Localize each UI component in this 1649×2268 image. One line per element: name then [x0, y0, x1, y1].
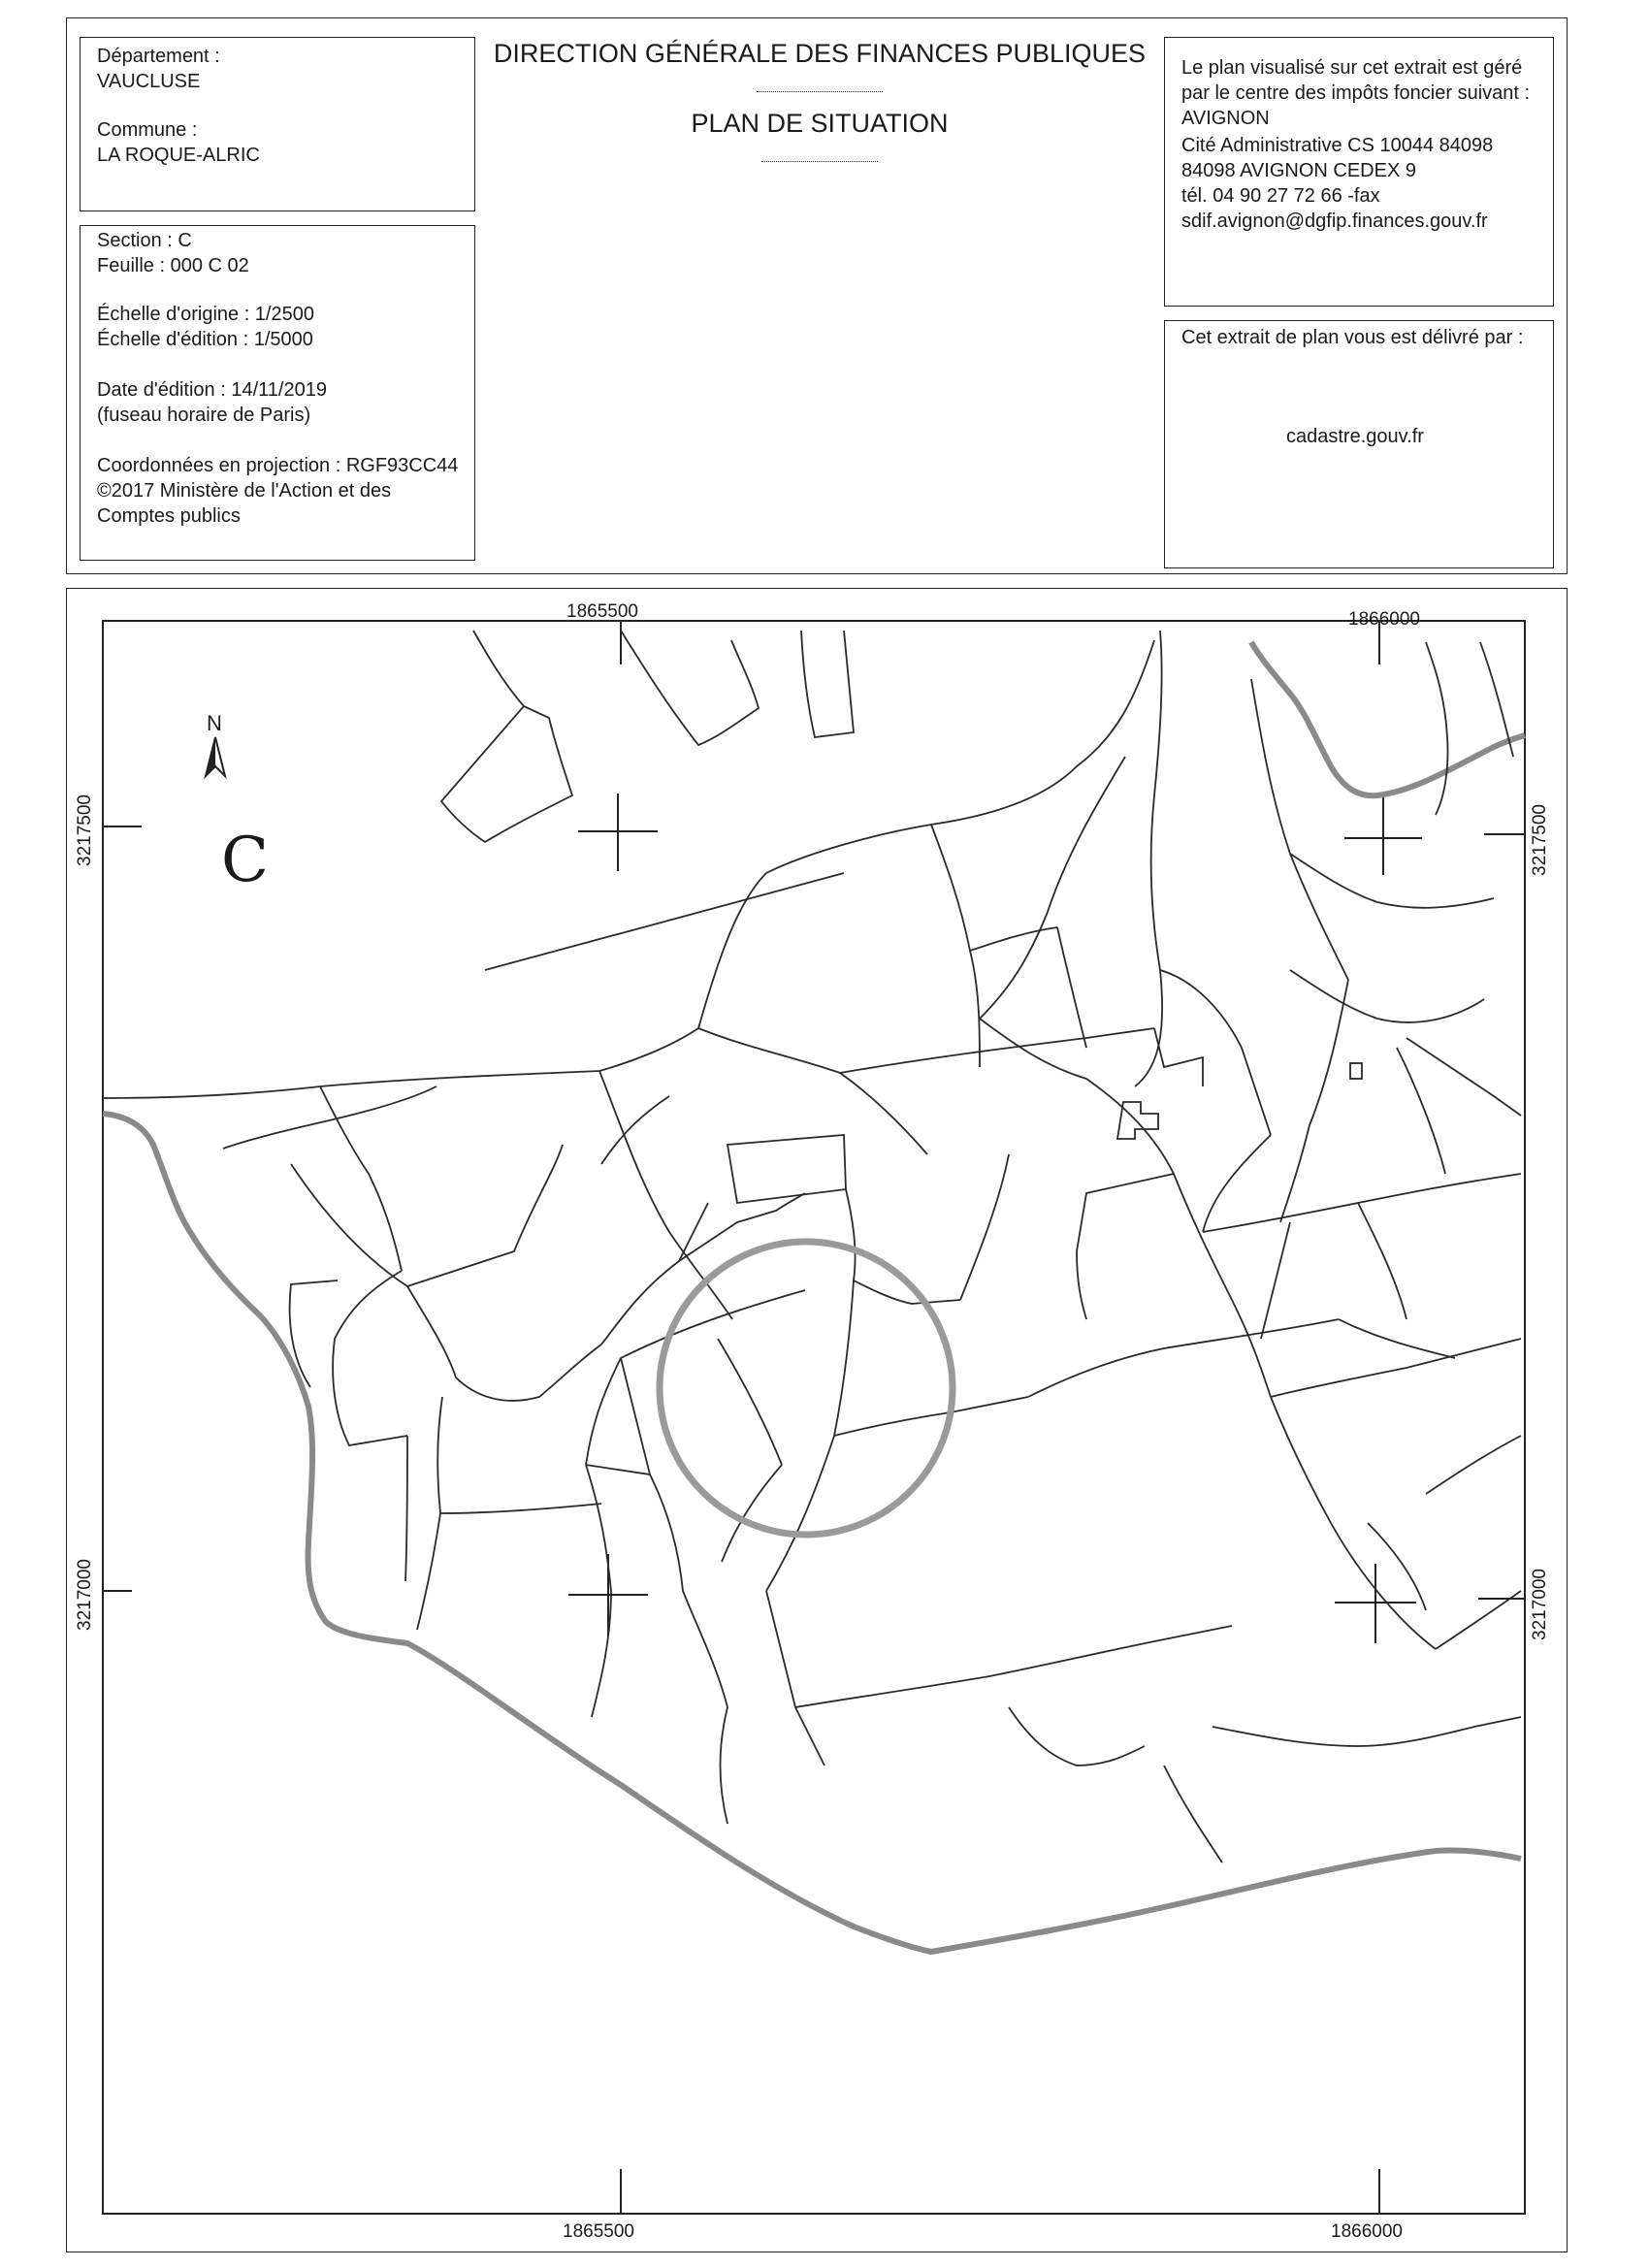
coord-right-y1: 3217500	[1530, 804, 1550, 876]
buildings	[1117, 1063, 1362, 1139]
copyright-line-2: Comptes publics	[97, 505, 241, 527]
coord-left-y2: 3217000	[75, 1559, 95, 1631]
coord-right-y2: 3217000	[1530, 1569, 1550, 1640]
copyright-line-1: ©2017 Ministère de l'Action et des	[97, 480, 392, 502]
commune-label: Commune :	[97, 119, 198, 141]
departement-label: Département :	[97, 46, 220, 67]
feuille-info: Feuille : 000 C 02	[97, 255, 249, 276]
north-arrow-icon	[206, 737, 225, 776]
coord-bottom-x2: 1866000	[1331, 2221, 1403, 2242]
document-subtitle: PLAN DE SITUATION	[691, 109, 949, 138]
echelle-edition: Échelle d'édition : 1/5000	[97, 329, 313, 350]
grid-crosses	[568, 794, 1422, 1643]
document-title: DIRECTION GÉNÉRALE DES FINANCES PUBLIQUES	[493, 39, 1147, 68]
tax-center-line-5: 84098 AVIGNON CEDEX 9	[1181, 160, 1416, 181]
tax-center-email: sdif.avignon@dgfip.finances.gouv.fr	[1181, 211, 1488, 232]
section-info: Section : C	[97, 230, 192, 251]
delivery-label: Cet extrait de plan vous est délivré par :	[1181, 327, 1524, 348]
delivery-value: cadastre.gouv.fr	[1286, 426, 1424, 447]
tax-center-line-6: tél. 04 90 27 72 66 -fax	[1181, 185, 1380, 207]
grid-ticks	[103, 621, 1525, 2214]
coord-top-x2: 1866000	[1348, 609, 1420, 630]
tax-center-line-2: par le centre des impôts foncier suivant :	[1181, 82, 1531, 104]
section-letter: C	[221, 825, 269, 896]
commune-value: LA ROQUE-ALRIC	[97, 145, 260, 166]
parcel-lines	[103, 631, 1521, 1863]
tax-center-line-4: Cité Administrative CS 10044 84098	[1181, 135, 1494, 156]
tax-center-line-3: AVIGNON	[1181, 108, 1270, 129]
north-label: N	[207, 711, 222, 735]
tax-center-line-1: Le plan visualisé sur cet extrait est géré	[1181, 57, 1523, 79]
coord-left-y1: 3217500	[75, 794, 95, 866]
coord-top-x1: 1865500	[566, 601, 638, 622]
departement-value: VAUCLUSE	[97, 71, 201, 92]
date-edition: Date d'édition : 14/11/2019	[97, 379, 327, 401]
fuseau-horaire: (fuseau horaire de Paris)	[97, 405, 311, 426]
coord-bottom-x1: 1865500	[563, 2221, 634, 2242]
echelle-origine: Échelle d'origine : 1/2500	[97, 304, 314, 325]
coordonnees-projection: Coordonnées en projection : RGF93CC44	[97, 455, 459, 476]
map-inner-border	[103, 621, 1525, 2214]
river-boundary	[1251, 642, 1525, 795]
parcel-highlight-circle	[660, 1242, 953, 1535]
